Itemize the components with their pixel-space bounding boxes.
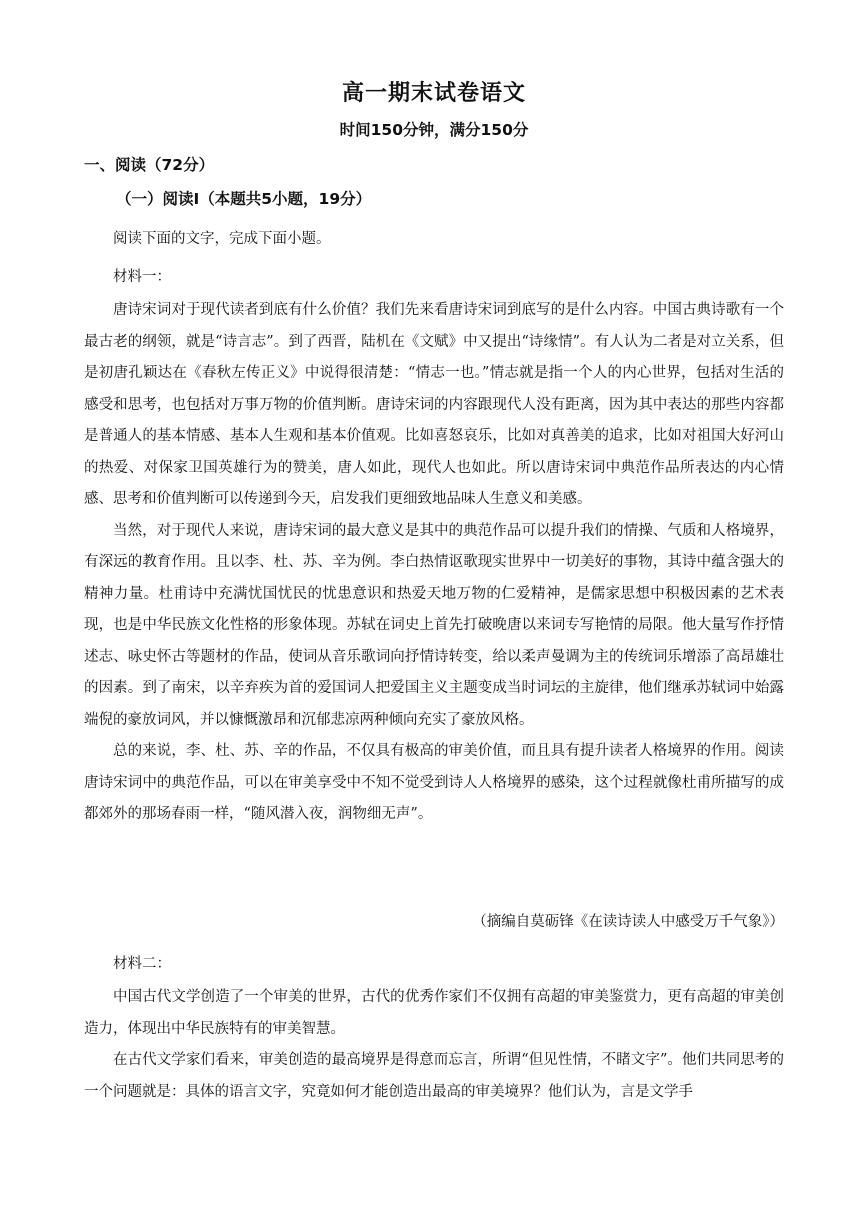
paragraph: 唐诗宋词对于现代读者到底有什么价值？我们先来看唐诗宋词到底写的是什么内容。中国古典诗歌有一个最古老的纲领，就是“诗言志”。到了西晋，陆机在《文赋》中又提出“诗缘情”。有人认为二者是对立关系，但是初唐孔颖达在《春秋左传正义》中说得很清楚：“情志一也。”情志就是指一个人的内心世界，包括对生活的感受和思考，也包括对万事万物的价值判断。唐诗宋词的内容跟现代人没有距离，因为其中表达的那些内容都是普通人的基本情感、基本人生观和基本价值观。比如喜怒哀乐，比如对真善美的追求，比如对祖国大好河山的热爱、对保家卫国英雄行为的赞美，唐人如此，现代人也如此。所以唐诗宋词中典范作品所表达的内心情感、思考和价值判断可以传递到今天，启发我们更细致地品味人生意义和美感。 <box>84 302 784 507</box>
material-label: 材料二： <box>113 956 171 972</box>
material-label: 材料一： <box>113 269 171 285</box>
material-one-label <box>84 262 784 294</box>
source-citation: （摘编自莫砺锋《在读诗读人中感受万千气象》） <box>472 914 784 930</box>
material-two-label <box>84 949 784 981</box>
material-one-body <box>84 295 784 831</box>
page-title: 高一期末试卷语文 <box>341 81 526 106</box>
paragraph: 在古代文学家们看来，审美创造的最高境界是得意而忘言，所谓“但见性情，不睹文字”。他们共同思考的一个问题就是：具体的语言文字，究竟如何才能创造出最高的审美境界？他们认为，言是文学手 <box>84 1052 784 1100</box>
subsection-heading: （一）阅读Ⅰ（本题共5小题，19分） <box>116 190 372 208</box>
instruction-text: 阅读下面的文字，完成下面小题。 <box>113 231 331 247</box>
exam-info: 时间150分钟，满分150分 <box>339 121 529 139</box>
material-two-body <box>84 982 784 1108</box>
paragraph: 当然，对于现代人来说，唐诗宋词的最大意义是其中的典范作品可以提升我们的情操、气质和人格境界，有深远的教育作用。且以李、杜、苏、辛为例。李白热情讴歌现实世界中一切美好的事物，其诗中蕴含强大的精神力量。杜甫诗中充满忧国忧民的忧患意识和热爱天地万物的仁爱精神，是儒家思想中积极因素的艺术表现，也是中华民族文化性格的形象体现。苏轼在词史上首先打破晚唐以来词专写艳情的局限。他大量写作抒情述志、咏史怀古等题材的作品，使词从音乐歌词向抒情诗转变，给以柔声曼调为主的传统词乐增添了高昂雄壮的因素。到了南宋，以辛弃疾为首的爱国词人把爱国主义主题变成当时词坛的主旋律，他们继承苏轼词中始露端倪的豪放词风，并以慷慨激昂和沉郁悲凉两种倾向充实了豪放风格。 <box>84 522 784 728</box>
reading-instruction <box>84 224 784 256</box>
section-heading: 一、阅读（72分） <box>84 156 215 174</box>
paragraph: 总的来说，李、杜、苏、辛的作品，不仅具有极高的审美价值，而且具有提升读者人格境界的作用。阅读唐诗宋词中的典范作品，可以在审美享受中不知不觉受到诗人人格境界的感染，这个过程就像杜甫所描写的成都郊外的那场春雨一样，“随风潜入夜，润物细无声”。 <box>84 743 784 822</box>
paragraph: 中国古代文学创造了一个审美的世界，古代的优秀作家们不仅拥有高超的审美鉴赏力，更有高超的审美创造力，体现出中华民族特有的审美智慧。 <box>84 989 784 1037</box>
